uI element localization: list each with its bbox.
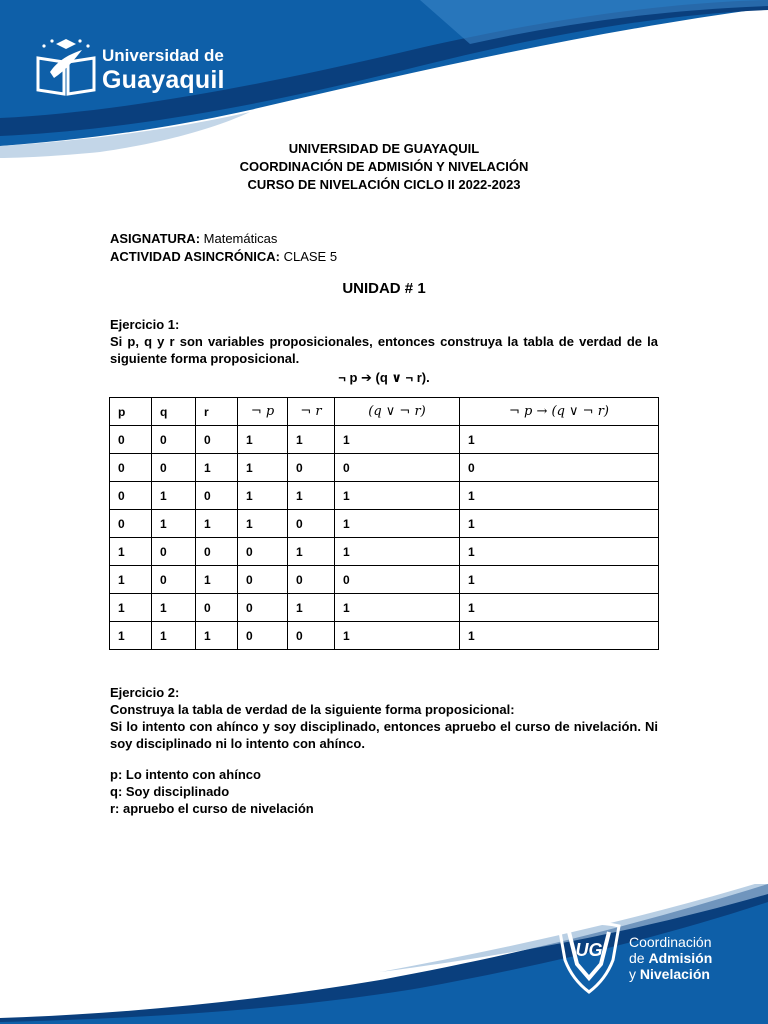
- table-cell: 1: [335, 482, 460, 510]
- table-row: [110, 482, 659, 510]
- table-cell: 1: [238, 454, 288, 482]
- exercise-2-intro: Construya la tabla de verdad de la siguiente forma proposicional:: [110, 702, 515, 717]
- table-cell: 1: [196, 510, 238, 538]
- table-cell: 0: [152, 426, 196, 454]
- truth-table-header-row: [110, 398, 659, 426]
- table-cell: 1: [288, 594, 335, 622]
- title-line-2: COORDINACIÓN DE ADMISIÓN Y NIVELACIÓN: [239, 159, 529, 174]
- table-cell: 0: [152, 538, 196, 566]
- table-cell: 1: [335, 594, 460, 622]
- table-cell: 1: [238, 426, 288, 454]
- table-cell: 0: [110, 454, 152, 482]
- table-row: [110, 566, 659, 594]
- exercise-1-heading: Ejercicio 1:: [110, 317, 180, 332]
- title-line-1: UNIVERSIDAD DE GUAYAQUIL: [288, 141, 480, 156]
- table-cell: 1: [460, 622, 659, 650]
- coordination-logo: [553, 920, 753, 995]
- table-cell: 1: [152, 622, 196, 650]
- table-cell: 0: [152, 454, 196, 482]
- table-cell: 1: [460, 594, 659, 622]
- ug-shield-icon: [553, 920, 625, 994]
- table-cell: 1: [110, 566, 152, 594]
- title-line-3: CURSO DE NIVELACIÓN CICLO II 2022-2023: [247, 177, 521, 192]
- table-cell: 1: [196, 566, 238, 594]
- table-row: [110, 454, 659, 482]
- table-cell: 1: [460, 426, 659, 454]
- table-row: [110, 622, 659, 650]
- table-cell: 0: [196, 426, 238, 454]
- table-cell: 1: [196, 622, 238, 650]
- table-cell: 1: [460, 538, 659, 566]
- footer-line-3: [629, 966, 710, 982]
- table-cell: 1: [288, 426, 335, 454]
- table-cell: 0: [288, 622, 335, 650]
- table-cell: 1: [196, 454, 238, 482]
- exercise-1: [110, 316, 658, 386]
- table-cell: 1: [460, 482, 659, 510]
- header-cell: ¬ r: [288, 398, 335, 426]
- table-cell: 0: [288, 510, 335, 538]
- table-row: [110, 538, 659, 566]
- table-cell: 1: [335, 622, 460, 650]
- header-cell: (q ∨ ¬ r): [335, 398, 460, 426]
- table-cell: 0: [110, 426, 152, 454]
- table-cell: 1: [288, 482, 335, 510]
- subject-row: [110, 230, 337, 248]
- table-cell: 0: [238, 566, 288, 594]
- table-cell: 0: [196, 594, 238, 622]
- table-cell: 0: [460, 454, 659, 482]
- table-cell: 1: [238, 510, 288, 538]
- table-cell: 1: [238, 482, 288, 510]
- table-cell: 0: [110, 510, 152, 538]
- svg-text:UG: UG: [575, 940, 603, 960]
- table-cell: 0: [110, 482, 152, 510]
- exercise-1-statement: Si p, q y r son variables proposicionales, entonces construya la tabla de verdad de la siguiente forma proposicional.: [110, 334, 658, 366]
- variable-item: p: Lo intento con ahínco: [110, 767, 261, 782]
- footer-line-2: [629, 950, 712, 966]
- header-cell: q: [152, 398, 196, 426]
- activity-row: [110, 248, 337, 266]
- table-cell: 1: [288, 538, 335, 566]
- variable-item: r: apruebo el curso de nivelación: [110, 801, 314, 816]
- table-cell: 0: [196, 538, 238, 566]
- course-meta: [110, 230, 337, 266]
- table-row: [110, 594, 659, 622]
- table-cell: 1: [152, 482, 196, 510]
- table-cell: 0: [196, 482, 238, 510]
- unit-heading: UNIDAD # 1: [342, 280, 426, 297]
- footer-line-3-prefix: y: [629, 966, 640, 982]
- table-cell: 1: [110, 594, 152, 622]
- university-name-line2: Guayaquil: [102, 66, 225, 94]
- exercise-1-formula: ¬ p ➔ (q ∨ ¬ r).: [338, 370, 430, 385]
- variable-item: q: Soy disciplinado: [110, 784, 230, 799]
- table-cell: 1: [335, 510, 460, 538]
- table-cell: 0: [238, 622, 288, 650]
- exercise-2: [110, 684, 658, 817]
- footer-line-2-prefix: de: [629, 950, 649, 966]
- document-titles: [0, 140, 768, 194]
- book-logo-icon: [34, 36, 98, 98]
- university-name-line1: Universidad de: [102, 46, 224, 65]
- table-cell: 0: [288, 454, 335, 482]
- header-cell: ¬ p → (q ∨ ¬ r): [460, 398, 659, 426]
- activity-label: ACTIVIDAD ASINCRÓNICA:: [110, 249, 280, 264]
- table-cell: 1: [460, 510, 659, 538]
- table-cell: 1: [110, 538, 152, 566]
- exercise-2-heading: Ejercicio 2:: [110, 685, 180, 700]
- table-cell: 1: [152, 510, 196, 538]
- subject-value: Matemáticas: [203, 231, 278, 246]
- table-row: [110, 510, 659, 538]
- table-cell: 1: [335, 538, 460, 566]
- footer-line-3-strong: Nivelación: [639, 966, 710, 982]
- table-cell: 0: [238, 538, 288, 566]
- table-cell: 0: [335, 454, 460, 482]
- university-logo: [34, 36, 234, 100]
- truth-table-body: [110, 426, 659, 650]
- table-cell: 0: [335, 566, 460, 594]
- truth-table: [109, 397, 659, 650]
- activity-value: CLASE 5: [283, 249, 338, 264]
- table-cell: 1: [335, 426, 460, 454]
- exercise-2-variables: [110, 766, 658, 817]
- table-row: [110, 426, 659, 454]
- footer-line-2-strong: Admisión: [648, 950, 713, 966]
- footer-line-1: Coordinación: [629, 934, 712, 950]
- table-cell: 1: [152, 594, 196, 622]
- header-cell: ¬ p: [238, 398, 288, 426]
- table-cell: 0: [288, 566, 335, 594]
- subject-label: ASIGNATURA:: [110, 231, 201, 246]
- table-cell: 0: [238, 594, 288, 622]
- table-cell: 0: [152, 566, 196, 594]
- table-cell: 1: [460, 566, 659, 594]
- header-cell: r: [196, 398, 238, 426]
- header-cell: p: [110, 398, 152, 426]
- exercise-2-statement: Si lo intento con ahínco y soy disciplinado, entonces apruebo el curso de nivelación. Ni soy disciplinado ni lo intento con ahínco.: [110, 719, 658, 751]
- table-cell: 1: [110, 622, 152, 650]
